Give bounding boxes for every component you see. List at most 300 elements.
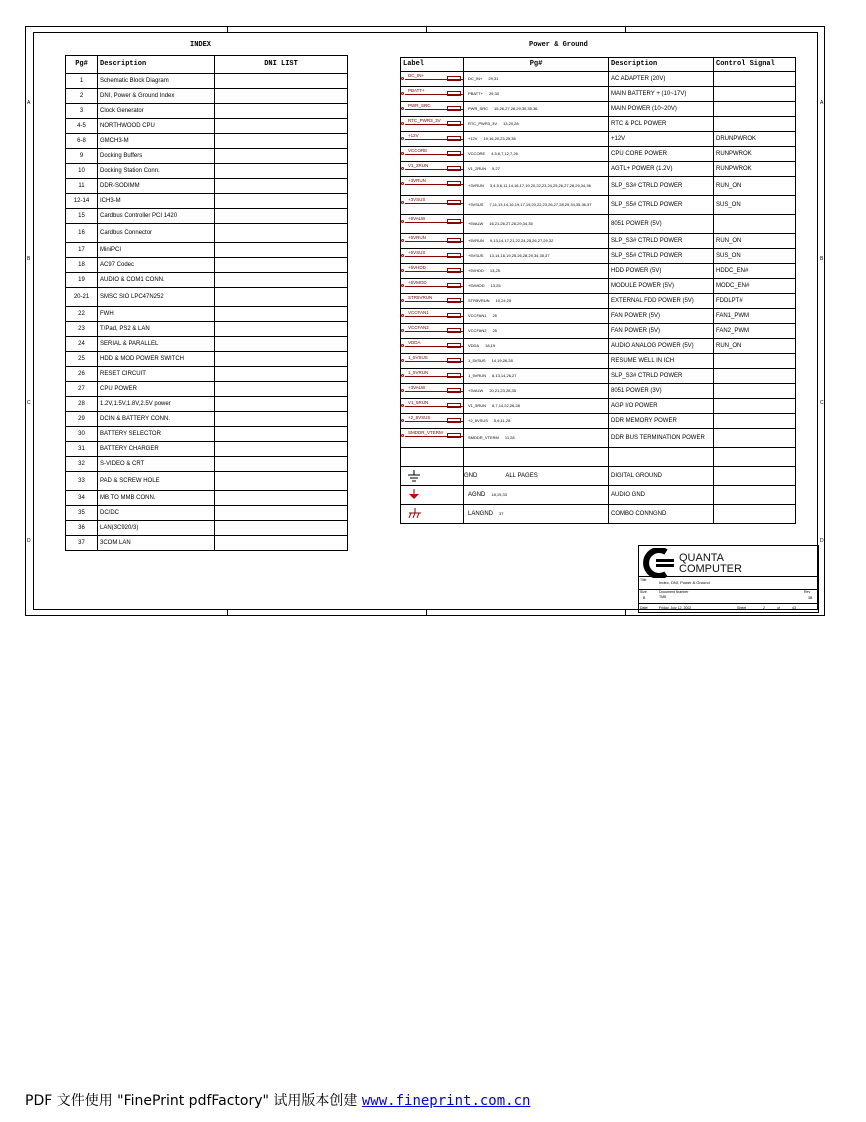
date-label: Date: (640, 606, 649, 610)
index-row-pg: 10 (66, 164, 98, 179)
power-row-net: VCCORE (468, 151, 486, 156)
power-spacer-row (401, 448, 796, 467)
index-row-pg: 24 (66, 337, 98, 352)
power-row (401, 147, 796, 162)
power-row-label-cell (401, 196, 464, 215)
power-header-label: Label (401, 58, 464, 72)
power-row-pg (464, 87, 609, 102)
net-connector-icon (401, 239, 404, 242)
power-row-pg (464, 177, 609, 196)
quanta-logo-icon (642, 548, 676, 578)
date-value: Friday, July 12, 2002 (659, 606, 692, 610)
power-row-pg (464, 264, 609, 279)
index-row-description: Clock Generator (98, 104, 215, 119)
power-row (401, 324, 796, 339)
zone-right-d: D (820, 538, 824, 544)
ground-row-pg (464, 467, 609, 486)
power-row-pg (464, 72, 609, 87)
spacer-cell (609, 448, 714, 467)
net-connector-icon (401, 92, 404, 95)
index-row-pg: 11 (66, 179, 98, 194)
index-row-pg: 30 (66, 427, 98, 442)
index-row-pg: 15 (66, 209, 98, 224)
power-row (401, 354, 796, 369)
power-row-label-cell (401, 249, 464, 264)
net-port-icon (447, 283, 461, 288)
ground-row-pg (464, 486, 609, 505)
title-block (638, 545, 819, 613)
net-port-icon (447, 91, 461, 96)
power-row-pages: 19,16,20,23,25,36 (483, 136, 516, 141)
power-row-pages: 18,19 (485, 343, 496, 348)
size-label: Size (640, 590, 647, 594)
index-row-description: Docking Buffers (98, 149, 215, 164)
power-row-label-cell (401, 117, 464, 132)
power-row-label-cell (401, 369, 464, 384)
index-row-dni (215, 74, 348, 89)
index-row-pg: 32 (66, 457, 98, 472)
power-row-description: SLP_S3# CTRLD POWER (609, 177, 714, 196)
net-port-icon (447, 343, 461, 348)
index-row (66, 506, 348, 521)
power-row-control: SUS_ON (714, 249, 796, 264)
index-row-dni (215, 149, 348, 164)
power-row-pages: 5,6,11,28 (493, 418, 511, 423)
index-row-dni (215, 104, 348, 119)
doc-number-label: Document Number (659, 590, 689, 594)
power-row-description: AGP I/O POWER (609, 399, 714, 414)
power-row-label: +3VALW (408, 385, 426, 390)
index-row (66, 382, 348, 397)
power-row-control (714, 384, 796, 399)
border-tick (227, 26, 228, 32)
chassis-ground-icon (407, 508, 423, 520)
power-row-pages: 6,13,14,26,27 (492, 373, 517, 378)
index-row-pg: 28 (66, 397, 98, 412)
ground-row-pages: 37 (499, 511, 504, 516)
index-row-dni (215, 322, 348, 337)
index-row-description: HDD & MOD POWER SWITCH (98, 352, 215, 367)
power-row-control: RUNPWROK (714, 147, 796, 162)
power-row-label: +5VRUN (408, 235, 426, 240)
title-block-divider (639, 576, 818, 577)
net-connector-icon (401, 152, 404, 155)
sheet-label: Sheet (737, 606, 747, 610)
power-row-label: V1_5RUN (408, 400, 429, 405)
index-row (66, 134, 348, 149)
power-row-label-cell (401, 414, 464, 429)
index-row-dni (215, 536, 348, 551)
net-connector-icon (401, 314, 404, 317)
index-row-dni (215, 134, 348, 149)
power-row-label-cell (401, 324, 464, 339)
power-row-label-cell (401, 294, 464, 309)
index-row-description: S-VIDEO & CRT (98, 457, 215, 472)
index-row-description: BATTERY CHARGER (98, 442, 215, 457)
ground-row-control (714, 486, 796, 505)
ground-row (401, 467, 796, 486)
index-row-dni (215, 273, 348, 288)
index-row-dni (215, 352, 348, 367)
index-row (66, 521, 348, 536)
power-row-description: +12V (609, 132, 714, 147)
index-row-dni (215, 258, 348, 273)
power-row (401, 117, 796, 132)
power-row-net: VCCFAN2 (468, 328, 487, 333)
ground-row-net: GND (464, 473, 478, 479)
power-body (401, 72, 796, 524)
power-row-net: +2_5VSUS (468, 418, 488, 423)
power-row-control: RUN_ON (714, 234, 796, 249)
power-row-label: PWR_SRC (408, 103, 431, 108)
ground-row (401, 486, 796, 505)
power-row-pg (464, 354, 609, 369)
index-row-description: MB TO MMB CONN. (98, 491, 215, 506)
power-row-description: EXTERNAL FDD POWER (5V) (609, 294, 714, 309)
index-row-dni (215, 209, 348, 224)
power-row-description: AUDIO ANALOG POWER (5V) (609, 339, 714, 354)
power-row-label-cell (401, 339, 464, 354)
power-row-label: VCCFAN1 (408, 310, 429, 315)
power-row-control (714, 429, 796, 448)
index-row (66, 337, 348, 352)
index-row-pg: 37 (66, 536, 98, 551)
index-row (66, 224, 348, 243)
power-row-control (714, 72, 796, 87)
power-row-net: PWR_SRC (468, 106, 489, 111)
power-row-label: +3VRUN (408, 178, 426, 183)
power-row-pages: 14,19,26,28 (491, 358, 513, 363)
power-row-control: DRUNPWROK (714, 132, 796, 147)
power-row-pages: 11,28 (504, 435, 515, 440)
footer-link[interactable]: www.fineprint.com.cn (361, 1093, 531, 1109)
power-row-description: 8051 POWER (3V) (609, 384, 714, 399)
power-row-label: +12V (408, 133, 419, 138)
power-row-pages: 13,20,28 (503, 121, 519, 126)
digital-ground-icon (407, 470, 421, 482)
power-row-pages: 13,25 (489, 268, 500, 273)
power-row-label-cell (401, 132, 464, 147)
net-connector-icon (401, 329, 404, 332)
net-port-icon (447, 151, 461, 156)
power-row-label-cell (401, 234, 464, 249)
index-row (66, 194, 348, 209)
power-row-description: SLP_S3# CTRLD POWER (609, 234, 714, 249)
company-line-1: QUANTA (679, 552, 725, 564)
power-row-net: V1_2RUN (468, 166, 487, 171)
index-row-pg: 29 (66, 412, 98, 427)
doc-number: TM8 (659, 595, 666, 599)
power-row-pg (464, 215, 609, 234)
index-row-dni (215, 337, 348, 352)
ground-row-description: DIGITAL GROUND (609, 467, 714, 486)
power-row-label: +3VSUS (408, 197, 426, 202)
power-row-pg (464, 429, 609, 448)
power-row-description: SLP_S5# CTRLD POWER (609, 196, 714, 215)
index-row (66, 288, 348, 307)
index-row-description: ICH3-M (98, 194, 215, 209)
net-port-icon (447, 358, 461, 363)
index-row (66, 367, 348, 382)
net-connector-icon (401, 201, 404, 204)
power-row-control: HDDC_EN# (714, 264, 796, 279)
index-row-dni (215, 491, 348, 506)
net-connector-icon (401, 122, 404, 125)
power-row-label-cell (401, 354, 464, 369)
sheet-value: 2 (763, 606, 765, 610)
index-row-dni (215, 442, 348, 457)
index-row-pg: 3 (66, 104, 98, 119)
index-row-description: AC97 Codec (98, 258, 215, 273)
power-row-control: FAN2_PWM (714, 324, 796, 339)
net-connector-icon (401, 77, 404, 80)
power-row-pg (464, 196, 609, 215)
power-row (401, 279, 796, 294)
power-row (401, 294, 796, 309)
index-row-dni (215, 194, 348, 209)
power-row-control (714, 117, 796, 132)
index-row-description: DC/DC (98, 506, 215, 521)
border-tick (426, 610, 427, 616)
power-row-control (714, 87, 796, 102)
ground-row-control (714, 505, 796, 524)
title-block-divider (639, 603, 818, 604)
border-tick (227, 610, 228, 616)
power-row (401, 234, 796, 249)
power-row-net: +3VSUS (468, 202, 484, 207)
index-row-dni (215, 427, 348, 442)
power-row-label: +5VMOD (408, 280, 427, 285)
power-row-pg (464, 249, 609, 264)
power-row (401, 264, 796, 279)
power-row-control (714, 102, 796, 117)
index-row (66, 397, 348, 412)
footer-text: PDF 文件使用 "FinePrint pdfFactory" 试用版本创建 (25, 1093, 362, 1109)
index-row-dni (215, 164, 348, 179)
company-line-2: COMPUTER (679, 563, 742, 575)
index-row (66, 258, 348, 273)
index-row-dni (215, 382, 348, 397)
power-row (401, 215, 796, 234)
index-row-description: 1.2V,1.5V,1.8V,2.5V power (98, 397, 215, 412)
power-row-net: +3VALW (468, 388, 484, 393)
power-row-label: STR5VRUN (408, 295, 433, 300)
ground-row-pages: ALL PAGES (505, 473, 538, 479)
power-header-pg: Pg# (464, 58, 609, 72)
power-row-pages: 25 (492, 328, 497, 333)
net-port-icon (447, 388, 461, 393)
net-port-icon (447, 373, 461, 378)
net-connector-icon (401, 284, 404, 287)
power-row-label-cell (401, 72, 464, 87)
power-row-label-cell (401, 309, 464, 324)
index-row-pg: 26 (66, 367, 98, 382)
power-row-net: STR5VRUN (468, 298, 490, 303)
power-row-pages: 13,25 (490, 283, 501, 288)
index-row (66, 442, 348, 457)
zone-left-d: D (27, 538, 31, 544)
index-row (66, 243, 348, 258)
power-row-label: DC_IN+ (408, 73, 425, 78)
power-row-description: SLP_S5# CTRLD POWER (609, 249, 714, 264)
net-port-icon (447, 418, 461, 423)
zone-right-b: B (820, 256, 824, 262)
power-row-net: +3VRUN (468, 183, 484, 188)
index-row-pg: 23 (66, 322, 98, 337)
index-row-description: RESET CIRCUIT (98, 367, 215, 382)
power-row-pages: 4,5,6,7,12,7,26 (491, 151, 518, 156)
power-row-label-cell (401, 177, 464, 196)
index-row-description: AUDIO & COM1 CONN. (98, 273, 215, 288)
net-port-icon (447, 219, 461, 224)
ground-row-net: LANGND (468, 511, 494, 517)
power-row-label-cell (401, 147, 464, 162)
index-title: INDEX (190, 41, 212, 49)
border-tick (625, 610, 626, 616)
index-header-description: Description (98, 56, 215, 74)
index-row-description: MiniPCI (98, 243, 215, 258)
power-row-pg (464, 309, 609, 324)
net-port-icon (447, 403, 461, 408)
power-row-label-cell (401, 279, 464, 294)
net-port-icon (447, 298, 461, 303)
net-connector-icon (401, 389, 404, 392)
power-row-net: SMDDR_VTERM (468, 435, 499, 440)
index-row-pg: 27 (66, 382, 98, 397)
index-row-pg: 25 (66, 352, 98, 367)
power-row (401, 369, 796, 384)
power-row-label-cell (401, 87, 464, 102)
index-row-dni (215, 506, 348, 521)
index-row-pg: 6-8 (66, 134, 98, 149)
power-row-control: RUNPWROK (714, 162, 796, 177)
power-row-control (714, 215, 796, 234)
index-row-dni (215, 179, 348, 194)
power-row-label: +5VSUS (408, 250, 426, 255)
ground-row-description: AUDIO GND (609, 486, 714, 505)
rev-value: 3B (808, 596, 813, 600)
index-row-dni (215, 457, 348, 472)
ground-symbol-cell (401, 505, 464, 524)
title-label: Title (640, 578, 647, 582)
power-row-description: MAIN POWER (10~20V) (609, 102, 714, 117)
power-row-label-cell (401, 429, 464, 448)
net-connector-icon (401, 137, 404, 140)
power-row-pages: 3,4,5,6,11,14,16,17,19,20,22,23,24,25,26,27,28,29,34,36 (489, 183, 591, 188)
power-row-net: +12V (468, 136, 478, 141)
spacer-cell (714, 448, 796, 467)
index-row (66, 89, 348, 104)
power-row (401, 132, 796, 147)
power-row-pages: 29,31 (488, 76, 499, 81)
power-row-pg (464, 117, 609, 132)
power-row-control: RUN_ON (714, 339, 796, 354)
power-row-pg (464, 102, 609, 117)
power-row-pg (464, 147, 609, 162)
power-row-label: V1_2RUN (408, 163, 429, 168)
net-port-icon (447, 433, 461, 438)
zone-right-a: A (820, 100, 824, 106)
power-row-pages: 13,14,16,19,25,26,28,29,34,35,37 (489, 253, 550, 258)
power-row-pages: 9,13,14,17,21,22,24,25,26,27,29,32 (489, 238, 554, 243)
index-row-description: Schematic Block Diagram (98, 74, 215, 89)
net-port-icon (447, 166, 461, 171)
net-connector-icon (401, 220, 404, 223)
ground-row (401, 505, 796, 524)
index-row-pg: 1 (66, 74, 98, 89)
net-port-icon (447, 200, 461, 205)
index-row-pg: 9 (66, 149, 98, 164)
power-row-pg (464, 384, 609, 399)
power-row-pg (464, 399, 609, 414)
audio-ground-icon (407, 489, 421, 501)
power-row-net: 1_5VRUN (468, 373, 487, 378)
border-tick (625, 26, 626, 32)
power-row-label: SMDDR_VTERM (408, 430, 443, 435)
power-row-net: 1_5VSUS (468, 358, 486, 363)
power-row-label-cell (401, 399, 464, 414)
index-row-dni (215, 307, 348, 322)
power-row-net: V1_5RUN (468, 403, 487, 408)
net-port-icon (447, 268, 461, 273)
zone-left-b: B (27, 256, 31, 262)
power-row-description: HDD POWER (5V) (609, 264, 714, 279)
power-row-pg (464, 339, 609, 354)
ground-row-control (714, 467, 796, 486)
index-row-pg: 35 (66, 506, 98, 521)
index-row-dni (215, 288, 348, 307)
power-row-pages: 16,21,26,27,28,29,34,35 (489, 221, 533, 226)
net-connector-icon (401, 107, 404, 110)
net-port-icon (447, 121, 461, 126)
power-row-label: +2_5VSUS (408, 415, 431, 420)
power-row-label: 1_5VRUN (408, 370, 429, 375)
power-row-description: AC ADAPTER (20V) (609, 72, 714, 87)
power-row-pages: 15,26,27,28,29,30,35,36 (494, 106, 538, 111)
zone-right-c: C (820, 400, 824, 406)
border-tick (426, 26, 427, 32)
index-row-pg: 34 (66, 491, 98, 506)
power-row-net: +5VRUN (468, 238, 484, 243)
index-row-dni (215, 397, 348, 412)
power-row-pages: 7,11,13,14,16,19,17,19,20,22,23,26,27,28,29,34,35,36,37 (489, 202, 592, 207)
power-row-pg (464, 234, 609, 249)
power-row-control: MODC_EN# (714, 279, 796, 294)
index-row-pg: 17 (66, 243, 98, 258)
power-row-pg (464, 279, 609, 294)
power-row-pages: 29,30 (488, 91, 499, 96)
index-row-pg: 12-14 (66, 194, 98, 209)
index-row (66, 536, 348, 551)
power-header-control: Control Signal (714, 58, 796, 72)
net-connector-icon (401, 374, 404, 377)
document-title: Index, DNI, Power & Ground (659, 580, 710, 585)
net-connector-icon (401, 167, 404, 170)
index-row-dni (215, 521, 348, 536)
index-row-description: BATTERY SELECTOR (98, 427, 215, 442)
power-row (401, 102, 796, 117)
net-port-icon (447, 106, 461, 111)
index-row (66, 119, 348, 134)
ground-row-pg (464, 505, 609, 524)
power-row-pg (464, 324, 609, 339)
power-row-control (714, 354, 796, 369)
power-row-label: RTC_PWR3_3V (408, 118, 441, 123)
index-row (66, 412, 348, 427)
index-row (66, 307, 348, 322)
power-header-description: Description (609, 58, 714, 72)
index-row-description: 3COM LAN (98, 536, 215, 551)
